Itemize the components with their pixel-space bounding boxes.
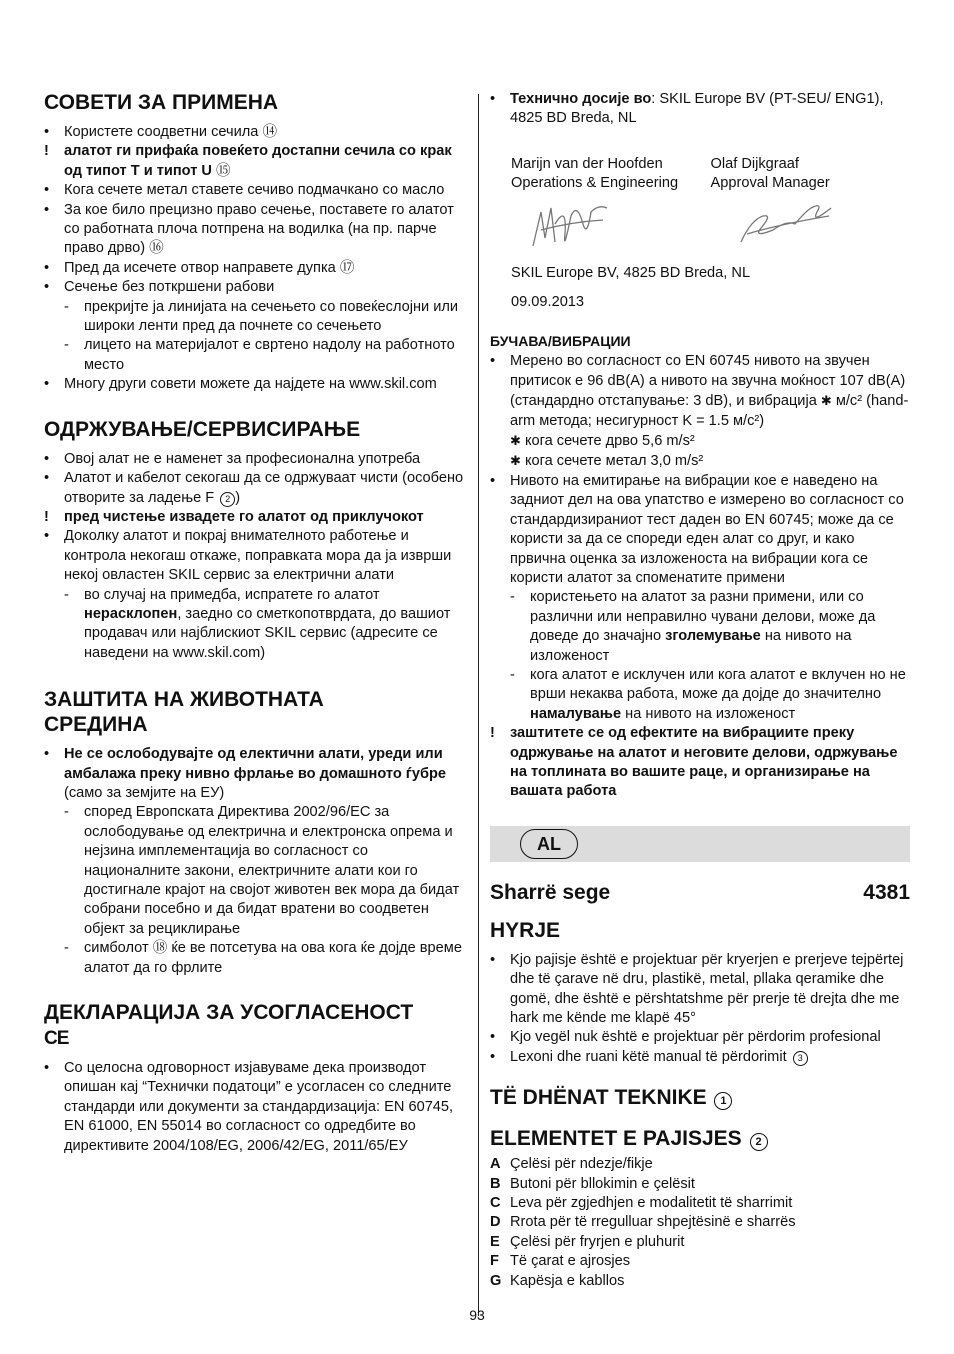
- section-title-tech-data: TË DHËNAT TEKNIKE 1: [490, 1085, 910, 1110]
- language-badge: AL: [520, 829, 578, 859]
- list-item: • Користете соодветни сечила ⑭: [44, 124, 278, 140]
- legend-item: E Çelësi për fryrjen e pluhurit: [490, 1233, 685, 1250]
- list-item: • Сечење без поткршени рабови: [44, 279, 275, 296]
- warning-item: ! пред чистење извадете го алатот од приклучокот: [44, 508, 424, 525]
- section-title-maintenance: ОДРЖУВАЊЕ/СЕРВИСИРАЊЕ: [44, 417, 361, 441]
- sub-item: - прекријте ја линијата на сечењето со повеќеслојни или широки ленти пред да почнете со сечењето: [64, 298, 459, 335]
- legend-item: B Butoni për bllokimin e çelësit: [490, 1175, 695, 1192]
- legend-item: F Të çarat e ajrosjes: [490, 1253, 631, 1270]
- section-title-hyrje: HYRJE: [490, 918, 561, 942]
- list-item: • Нивото на емитирање на вибрации кое е наведено на задниот дел на ова упатство е измерено во согласност со стандардизираниот тест даден во EN 60745; може да се користи за да се спореди еден алат со друг, и како првична оценка за изложеноста на вибрации кога се користи алатот за споменатите примени: [490, 472, 904, 586]
- legend-item: C Leva për zgjedhjen e modalitetit të sharrimit: [490, 1195, 793, 1212]
- list-item: • Кога сечете метал ставете сечиво подмачкано со масло: [44, 182, 445, 199]
- warning-item: ! заштитете се од ефектите на вибрациите преку одржување на алатот и неговите делови, одржување на топлината во вашите раце, и организирање на вашата работа: [490, 725, 898, 800]
- list-item: • Технично досије во: SKIL Europe BV (PT-SEU/ ENG1), 4825 BD Breda, NL: [490, 91, 884, 127]
- list-item: • Алатот и кабелот секогаш да се одржуваат чисти (особено отворите за ладење F 2 ): [44, 470, 464, 506]
- column-divider: [478, 94, 479, 1316]
- section-title-elements: ELEMENTET E PAJISJES 2: [490, 1126, 910, 1151]
- ce-mark: CE: [44, 1028, 69, 1050]
- list-item: • Не се ослободувајте од електични алати, уреди или амбалажа преку нивно фрлање во домашното ѓубре (само за земјите на ЕУ): [44, 746, 447, 801]
- sub-item: - според Европската Директива 2002/96/EC за ослободување од електрична и електронска опрема и нејзина имплементација во согласност со националните закони, електричните алати кои го достигнале крајот на својот животен век мора да бидат собрани посебно и да бидат вратени во соодветен објект за рециклирање: [64, 804, 460, 937]
- sub-item: - кога алатот е исклучен или кога алатот е вклучен но не врши некаква работа, може да дојде до значително намалување на нивото на изложеност: [510, 666, 906, 722]
- list-item: • Многу други совети можете да најдете на www.skil.com: [44, 376, 437, 393]
- list-item: • Доколку алатот и покрај внимателното работење и контрола некогаш откаже, поправката мора да ја изврши некој овластен SKIL сервис за електрични алати: [44, 528, 452, 584]
- list-item: • Пред да исечете отвор направете дупка ⑰: [44, 259, 355, 276]
- list-item: • Kjo vegël nuk është e projektuar për përdorim profesional: [490, 1029, 881, 1046]
- language-bar: [490, 826, 910, 862]
- section-title-declaration: ДЕКЛАРАЦИЈА ЗА УСОГЛАСЕНОСТ CE: [44, 1001, 414, 1050]
- list-item: • Lexoni dhe ruani këtë manual të përdorimit 3: [490, 1048, 910, 1067]
- legend-item: D Rrota për të rregulluar shpejtësinë e sharrës: [490, 1214, 796, 1231]
- right-column: [490, 90, 910, 1291]
- sub-item: - во случај на примедба, испратете го алатот нерасклопен, заедно со сметкопотврдата, до вашиот продавач или најблискиот SKIL сервис (адресите се наведени на www.skil.com): [64, 586, 451, 661]
- company-address: SKIL Europe BV, 4825 BD Breda, NL: [511, 264, 751, 281]
- section-title-environment: ЗАШТИТА НА ЖИВОТНАТА СРЕДИНА: [44, 688, 324, 737]
- product-title: Sharrë sege 4381: [490, 880, 910, 904]
- handwritten-signatures: [511, 194, 911, 264]
- list-item: • Мерено во согласност со EN 60745 нивото на звучен притисок е 96 dB(A) а нивото на звучна моќност 107 dB(A) (стандардно отстапување: 3 dB), и вибрација ✱ м/с² (hand-arm метода; несигурност K = 1.5 м/с²) ✱ кога сечете дрво 5,6 m/s² ✱ кога сечете метал 3,0 m/s²: [490, 353, 909, 470]
- list-item: • Kjo pajisje është e projektuar për kryerjen e prerjeve tejpërtej dhe të çarave në dru, plastikë, metal, pllaka qeramike dhe gomë, dhe është e përshtatshme për prerje të drejta dhe me hark me kënde me klapë 45°: [490, 951, 904, 1026]
- left-column: [44, 90, 468, 1156]
- signatures: [511, 194, 910, 264]
- parts-legend: [490, 1155, 910, 1291]
- warning-item: ! алатот ги прифаќа повеќето достапни сечила со крак од типот T и типот U ⑮: [44, 143, 452, 179]
- declaration-date: 09.09.2013: [511, 294, 585, 311]
- list-item: • За кое било прецизно право сечење, поставете го алатот со работната плоча потпрена на водилка (на пр. парче право дрво) ⑯: [44, 201, 454, 257]
- sub-item: - користењето на алатот за разни примени, или со различни или неправилно чувани делови, може да доведе до значајно зголемување на нивото на изложеност: [510, 589, 876, 664]
- section-title-noise: БУЧАВА/ВИБРАЦИИ: [490, 333, 631, 350]
- signatories: Marijn van der Hoofden Operations & Engineering Olaf Dijkgraaf Approval Manager: [511, 155, 830, 192]
- legend-item: A Çelësi për ndezje/fikje: [490, 1156, 653, 1173]
- sub-item: - симболот ⑱ ќе ве потсетува на ова кога ќе дојде време алатот да го фрлите: [64, 940, 462, 976]
- legend-item: G Kapësja e kabllos: [490, 1272, 625, 1289]
- list-item: • Со целосна одговорност изјавуваме дека производот опишан кај “Технички податоци” е усогласен со следните стандарди или документи за стандардизација: EN 60745, EN 61000, EN 55014 во согласност со одредбите во директивите 2004/108/EG, 2006/42/EG, 2011/65/ЕУ: [44, 1060, 454, 1154]
- section-title-application-tips: СОВЕТИ ЗА ПРИМЕНА: [44, 91, 279, 114]
- list-item: • Овој алат не е наменет за професионална употреба: [44, 450, 421, 467]
- sub-item: - лицето на материјалот е свртено надолу на работното место: [64, 337, 455, 373]
- page-number: 93: [469, 1307, 485, 1323]
